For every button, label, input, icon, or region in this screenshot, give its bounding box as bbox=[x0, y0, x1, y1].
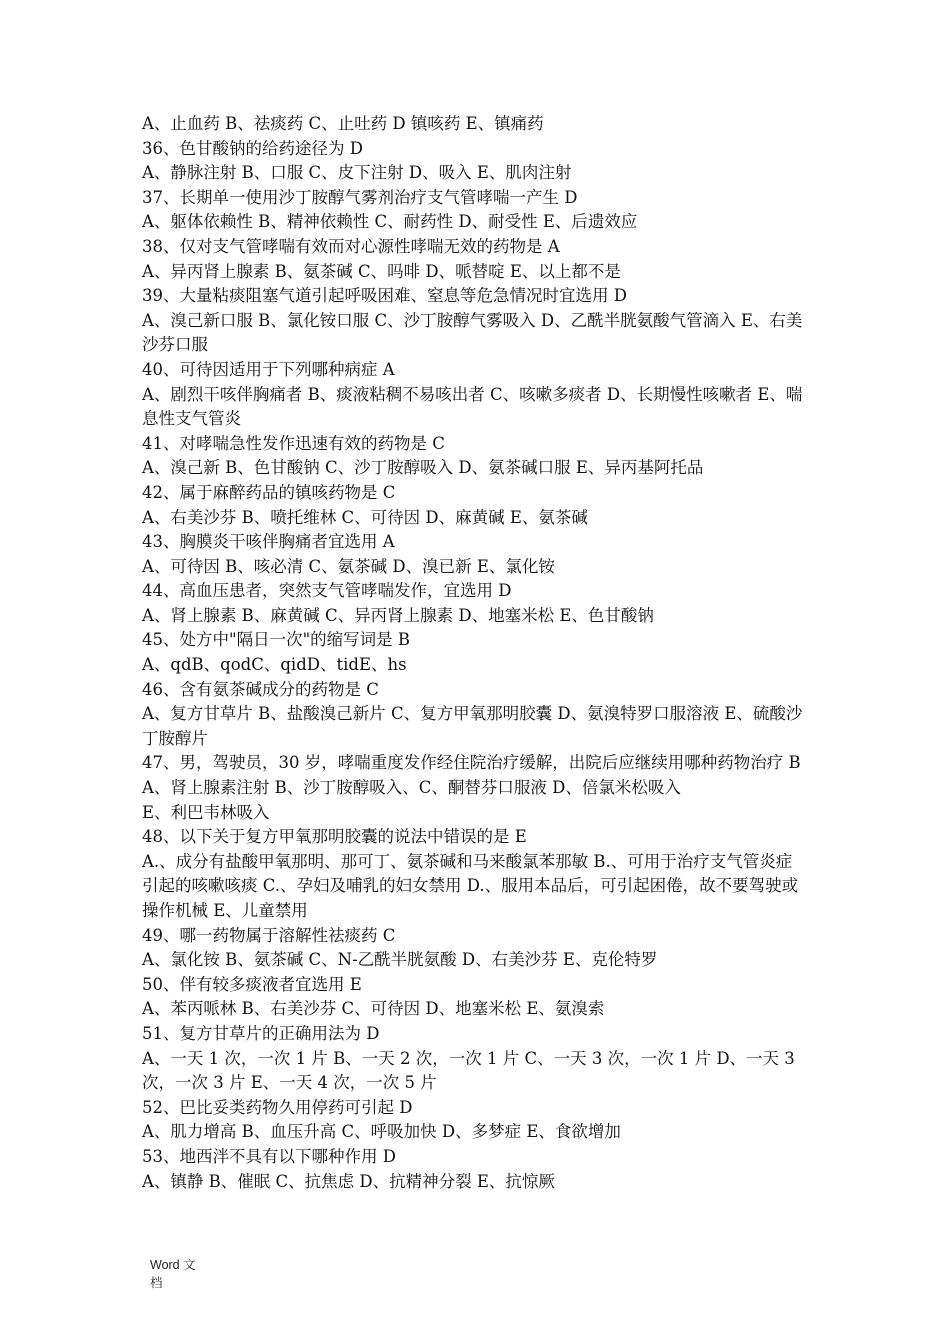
text-line: 44、高血压患者，突然支气管哮喘发作，宜选用 D bbox=[142, 581, 512, 601]
footer-label-line2: 档 bbox=[150, 1276, 163, 1290]
text-line: A、qdB、qodC、qidD、tidE、hs bbox=[142, 655, 407, 675]
text-line: 40、可待因适用于下列哪种病症 A bbox=[142, 359, 395, 379]
text-line: A、苯丙哌林 B、右美沙芬 C、可待因 D、地塞米松 E、氨溴索 bbox=[142, 999, 605, 1019]
text-line: A、肾上腺素 B、麻黄碱 C、异丙肾上腺素 D、地塞米松 E、色甘酸钠 bbox=[142, 605, 654, 625]
text-line: 49、哪一药物属于溶解性祛痰药 C bbox=[142, 925, 396, 945]
text-line: A、氯化铵 B、氨茶碱 C、N-乙酰半胱氨酸 D、右美沙芬 E、克伦特罗 bbox=[142, 950, 658, 970]
text-line: 42、属于麻醉药品的镇咳药物是 C bbox=[142, 482, 396, 502]
text-line: 37、长期单一使用沙丁胺醇气雾剂治疗支气管哮喘一产生 D bbox=[142, 187, 578, 207]
text-line: 52、巴比妥类药物久用停药可引起 D bbox=[142, 1097, 413, 1117]
text-line: A、溴己新口服 B、氯化铵口服 C、沙丁胺醇气雾吸入 D、乙酰半胱氨酸气管滴入 E、右美沙芬口服 bbox=[142, 310, 803, 355]
text-line: A、止血药 B、祛痰药 C、止吐药 D 镇咳药 E、镇痛药 bbox=[142, 114, 544, 133]
text-line: 48、以下关于复方甲氧那明胶囊的说法中错误的是 E bbox=[142, 827, 527, 847]
text-line: E、利巴韦林吸入 bbox=[142, 802, 270, 822]
text-line: A、肌力增高 B、血压升高 C、呼吸加快 D、多梦症 E、食欲增加 bbox=[142, 1122, 621, 1142]
text-line: A、镇静 B、催眠 C、抗焦虑 D、抗精神分裂 E、抗惊厥 bbox=[142, 1171, 555, 1191]
text-line: A、异丙肾上腺素 B、氨茶碱 C、吗啡 D、哌替啶 E、以上都不是 bbox=[142, 261, 621, 281]
text-line: 46、含有氨茶碱成分的药物是 C bbox=[142, 679, 379, 699]
text-line: A、右美沙芬 B、喷托维林 C、可待因 D、麻黄碱 E、氨茶碱 bbox=[142, 507, 588, 527]
text-line: 36、色甘酸钠的给药途径为 D bbox=[142, 138, 363, 158]
text-line: A、复方甘草片 B、盐酸溴己新片 C、复方甲氧那明胶囊 D、氨溴特罗口服溶液 E、硫酸沙丁胺醇片 bbox=[142, 704, 803, 748]
footer-label-line1: Word 文 bbox=[150, 1258, 196, 1272]
page-footer bbox=[150, 1256, 210, 1292]
text-line: 43、胸膜炎干咳伴胸痛者宜选用 A bbox=[142, 532, 395, 552]
text-line: 51、复方甘草片的正确用法为 D bbox=[142, 1023, 380, 1043]
text-line: A.、成分有盐酸甲氧那明、那可丁、氨茶碱和马来酸氯苯那敏 B.、可用于治疗支气管炎症引起的咳嗽咳痰 C.、孕妇及哺乳的妇女禁用 D.、服用本品后，可引起困倦，故不要驾驶或操作机械 E、儿童禁用 bbox=[142, 851, 799, 920]
text-line: 39、大量粘痰阻塞气道引起呼吸困难、窒息等危急情况时宜选用 D bbox=[142, 286, 627, 306]
text-line: 38、仅对支气管哮喘有效而对心源性哮喘无效的药物是 A bbox=[142, 236, 560, 256]
text-line: 41、对哮喘急性发作迅速有效的药物是 C bbox=[142, 433, 445, 453]
text-line: A、剧烈干咳伴胸痛者 B、痰液粘稠不易咳出者 C、咳嗽多痰者 D、长期慢性咳嗽者 E、喘息性支气管炎 bbox=[142, 384, 803, 429]
text-line: 47、男，驾驶员，30 岁，哮喘重度发作经住院治疗缓解，出院后应继续用哪种药物治疗 B bbox=[142, 753, 801, 773]
text-line: 45、处方中"隔日一次"的缩写词是 B bbox=[142, 630, 411, 650]
text-line: A、肾上腺素注射 B、沙丁胺醇吸入、C、酮替芬口服液 D、倍氯米松吸入 bbox=[142, 778, 681, 798]
text-line: A、一天 1 次，一次 1 片 B、一天 2 次，一次 1 片 C、一天 3 次，一次 1 片 D、一天 3 次，一次 3 片 E、一天 4 次，一次 5 片 bbox=[142, 1048, 795, 1093]
text-line: A、溴己新 B、色甘酸钠 C、沙丁胺醇吸入 D、氨茶碱口服 E、异丙基阿托品 bbox=[142, 458, 704, 478]
text-line: A、静脉注射 B、口服 C、皮下注射 D、吸入 E、肌肉注射 bbox=[142, 163, 572, 183]
text-line: 50、伴有较多痰液者宜选用 E bbox=[142, 974, 362, 994]
text-line: 53、地西泮不具有以下哪种作用 D bbox=[142, 1146, 396, 1166]
text-line: A、躯体依赖性 B、精神依赖性 C、耐药性 D、耐受性 E、后遗效应 bbox=[142, 212, 638, 232]
text-line: A、可待因 B、咳必清 C、氨茶碱 D、溴已新 E、氯化铵 bbox=[142, 556, 555, 576]
document-body bbox=[142, 112, 804, 1194]
